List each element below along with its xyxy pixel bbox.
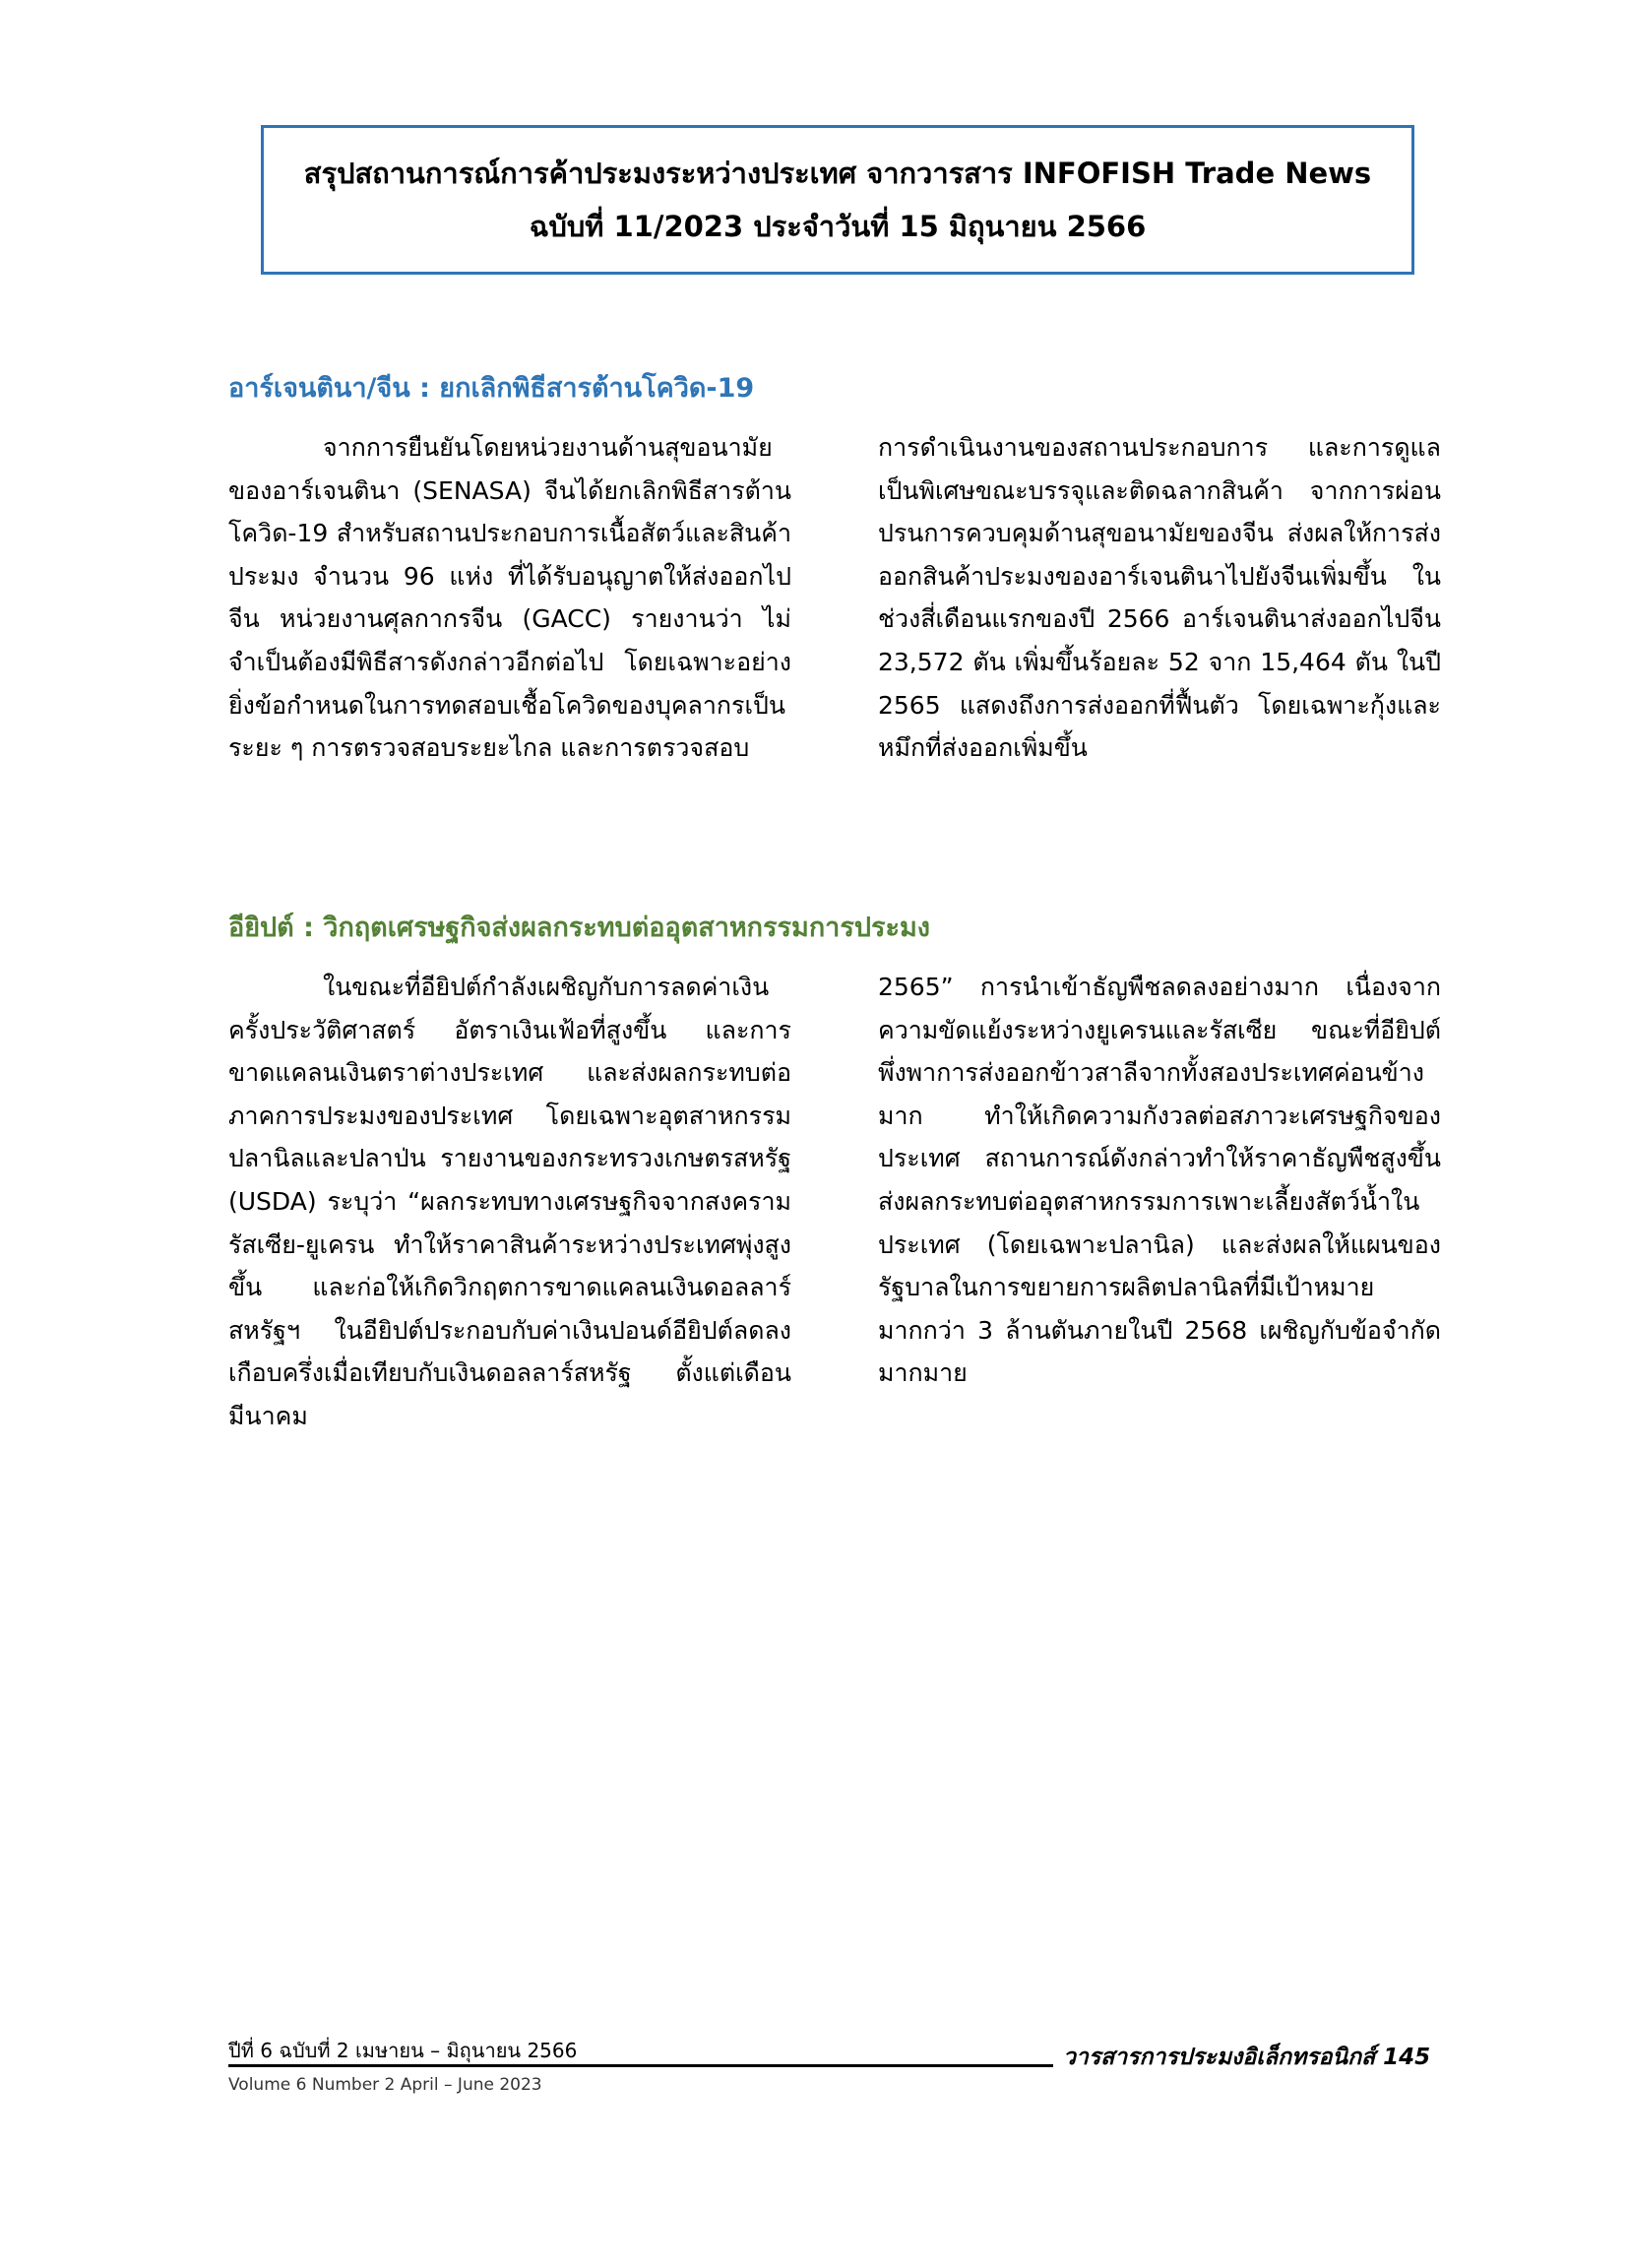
- footer-journal-page: วารสารการประมงอิเล็กทรอนิกส์ 145: [1063, 2045, 1431, 2070]
- footer-volume: Volume 6 Number 2 April – June 2023: [228, 2075, 542, 2095]
- footer-issue: ปีที่ 6 ฉบับที่ 2 เมษายน – มิถุนายน 2566: [228, 2039, 578, 2062]
- page-title-line-1: สรุปสถานการณ์การค้าประมงระหว่างประเทศ จากวารสาร INFOFISH Trade News: [303, 157, 1372, 190]
- section-2-right-column: 2565” การนำเข้าธัญพืชลดลงอย่างมาก เนื่องจากความขัดแย้งระหว่างยูเครนและรัสเซีย ขณะที่อียิปต์พึ่งพาการส่งออกข้าวสาลีจากทั้งสองประเทศค่อนข้างมาก ทำให้เกิดความกังวลต่อสภาวะเศรษฐกิจของประเทศ สถานการณ์ดังกล่าวทำให้ราคาธัญพืชสูงขึ้น ส่งผลกระทบต่ออุตสาหกรรมการเพาะเลี้ยงสัตว์น้ำในประเทศ (โดยเฉพาะปลานิล) และส่งผลให้แผนของรัฐบาลในการขยายการผลิตปลานิลที่มีเป้าหมายมากกว่า 3 ล้านตันภายในปี 2568 เผชิญกับข้อจำกัดมากมาย: [878, 973, 1441, 1388]
- footer-divider: [228, 2064, 1053, 2067]
- section-1-left-column: จากการยืนยันโดยหน่วยงานด้านสุขอนามัยของอาร์เจนตินา (SENASA) จีนได้ยกเลิกพิธีสารต้านโควิด-19 สำหรับสถานประกอบการเนื้อสัตว์และสินค้าประมง จำนวน 96 แห่ง ที่ได้รับอนุญาตให้ส่งออกไปจีน หน่วยงานศุลกากรจีน (GACC) รายงานว่า ไม่จำเป็นต้องมีพิธีสารดังกล่าวอีกต่อไป โดยเฉพาะอย่างยิ่งข้อกำหนดในการทดสอบเชื้อโควิดของบุคลากรเป็นระยะ ๆ การตรวจสอบระยะไกล และการตรวจสอบ: [228, 433, 791, 763]
- page-title-line-2: ฉบับที่ 11/2023 ประจำวันที่ 15 มิถุนายน 2566: [529, 210, 1147, 243]
- section-heading-egypt: อียิปต์ : วิกฤตเศรษฐกิจส่งผลกระทบต่ออุตสาหกรรมการประมง: [228, 913, 930, 943]
- section-1-right-column: การดำเนินงานของสถานประกอบการ และการดูแลเป็นพิเศษขณะบรรจุและติดฉลากสินค้า จากการผ่อนปรนการควบคุมด้านสุขอนามัยของจีน ส่งผลให้การส่งออกสินค้าประมงของอาร์เจนตินาไปยังจีนเพิ่มขึ้น ในช่วงสี่เดือนแรกของปี 2566 อาร์เจนตินาส่งออกไปจีน 23,572 ตัน เพิ่มขึ้นร้อยละ 52 จาก 15,464 ตัน ในปี 2565 แสดงถึงการส่งออกที่ฟื้นตัว โดยเฉพาะกุ้งและหมึกที่ส่งออกเพิ่มขึ้น: [878, 433, 1441, 763]
- section-heading-argentina-china: อาร์เจนตินา/จีน : ยกเลิกพิธีสารต้านโควิด-19: [228, 373, 755, 404]
- section-2-left-column: ในขณะที่อียิปต์กำลังเผชิญกับการลดค่าเงินครั้งประวัติศาสตร์ อัตราเงินเฟ้อที่สูงขึ้น และการขาดแคลนเงินตราต่างประเทศ และส่งผลกระทบต่อภาคการประมงของประเทศ โดยเฉพาะอุตสาหกรรมปลานิลและปลาป่น รายงานของกระทรวงเกษตรสหรัฐ (USDA) ระบุว่า “ผลกระทบทางเศรษฐกิจจากสงครามรัสเซีย-ยูเครน ทำให้ราคาสินค้าระหว่างประเทศพุ่งสูงขึ้น และก่อให้เกิดวิกฤตการขาดแคลนเงินดอลลาร์สหรัฐฯ ในอียิปต์ประกอบกับค่าเงินปอนด์อียิปต์ลดลงเกือบครึ่งเมื่อเทียบกับเงินดอลลาร์สหรัฐ ตั้งแต่เดือนมีนาคม: [228, 973, 791, 1430]
- title-box: [261, 125, 1414, 275]
